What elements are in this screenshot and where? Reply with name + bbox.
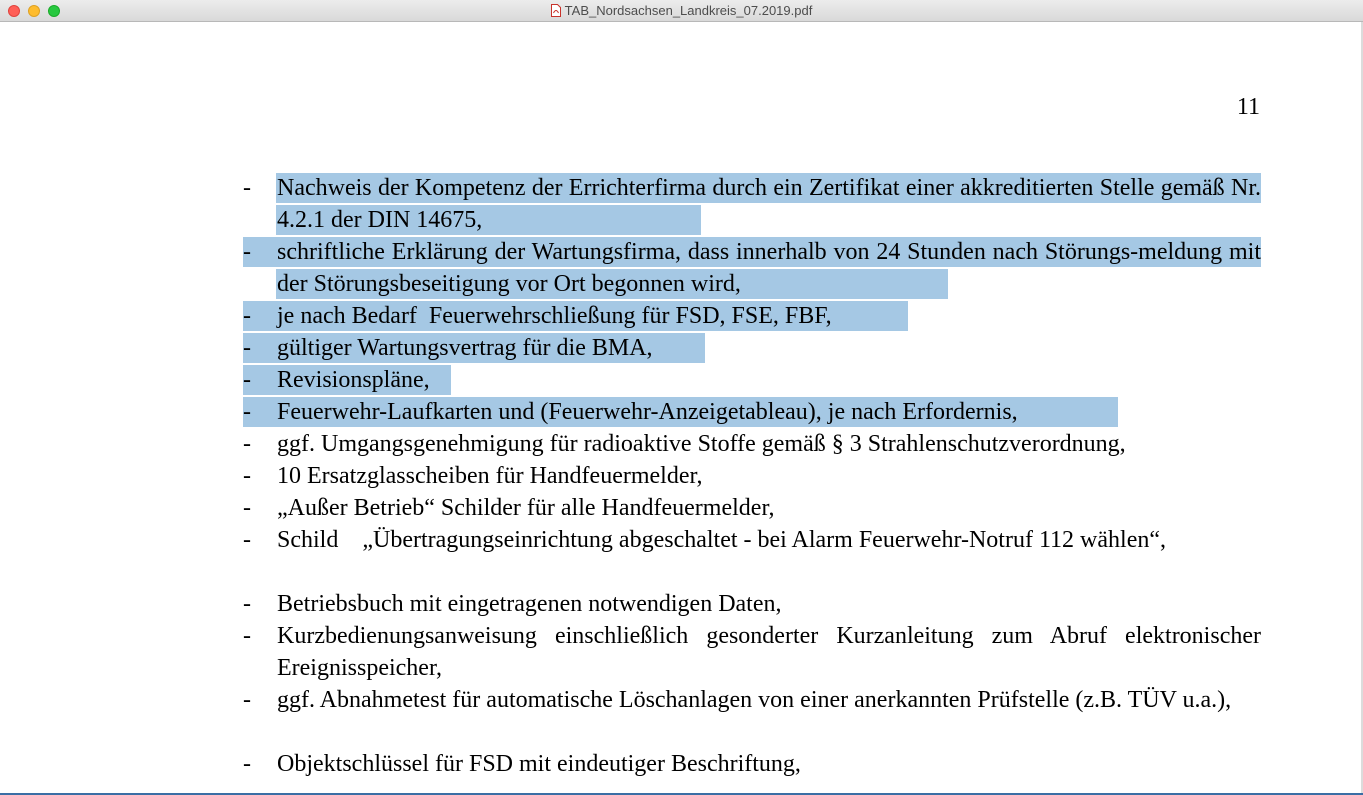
pdf-file-icon [551,4,561,17]
list-dash: - [243,399,251,425]
list-dash: - [243,463,251,489]
list-item-text[interactable]: Revisionspläne, [277,367,430,393]
list-dash: - [243,591,251,617]
list-item-text[interactable]: je nach Bedarf Feuerwehrschließung für FSD, FSE, FBF, [277,303,832,329]
list-dash: - [243,687,251,713]
list-dash: - [243,623,251,649]
list-dash: - [243,431,251,457]
list-dash: - [243,335,251,361]
list-dash: - [243,303,251,329]
window-titlebar[interactable] [0,0,1363,22]
list-item-text[interactable]: Kurzbedienungsanweisung einschließlich gesonderter Kurzanleitung zum Abruf elektronischer Ereignisspeicher, [277,623,1261,681]
list-item-text[interactable]: schriftliche Erklärung der Wartungsfirma, dass innerhalb von 24 Stunden nach Störungs-meldung mit der Störungsbeseitigung vor Ort begonnen wird, [277,239,1261,297]
list-dash: - [243,751,251,777]
list-item-text[interactable]: gültiger Wartungsvertrag für die BMA, [277,335,653,361]
list-dash: - [243,495,251,521]
list-dash: - [243,239,251,265]
list-item-text[interactable]: Feuerwehr-Laufkarten und (Feuerwehr-Anzeigetableau), je nach Erfordernis, [277,399,1018,425]
page-number: 11 [1236,94,1260,120]
list-dash: - [243,175,251,201]
list-item-text[interactable]: Betriebsbuch mit eingetragenen notwendigen Daten, [277,591,782,617]
list-item-text[interactable]: Objektschlüssel für FSD mit eindeutiger Beschriftung, [277,751,801,777]
list-item-text[interactable]: 10 Ersatzglasscheiben für Handfeuermelder, [277,463,703,489]
window-title: TAB_Nordsachsen_Landkreis_07.2019.pdf [564,3,813,18]
list-item-text[interactable]: ggf. Abnahmetest für automatische Löschanlagen von einer anerkannten Prüfstelle (z.B. TÜV u.a.), [277,687,1232,713]
list-item-text[interactable]: ggf. Umgangsgenehmigung für radioaktive Stoffe gemäß § 3 Strahlenschutzverordnung, [277,431,1126,457]
list-item-text[interactable]: Schild „Übertragungseinrichtung abgeschaltet - bei Alarm Feuerwehr-Notruf 112 wählen“, [277,527,1167,553]
list-item-text[interactable]: „Außer Betrieb“ Schilder für alle Handfeuermelder, [277,495,775,521]
pdf-page[interactable] [0,22,1363,795]
list-dash: - [243,367,251,393]
list-dash: - [243,527,251,553]
list-item-text[interactable]: Nachweis der Kompetenz der Errichterfirma durch ein Zertifikat einer akkreditierten Stelle gemäß Nr. 4.2.1 der DIN 14675, [277,175,1261,233]
window-title-area [0,3,1363,18]
